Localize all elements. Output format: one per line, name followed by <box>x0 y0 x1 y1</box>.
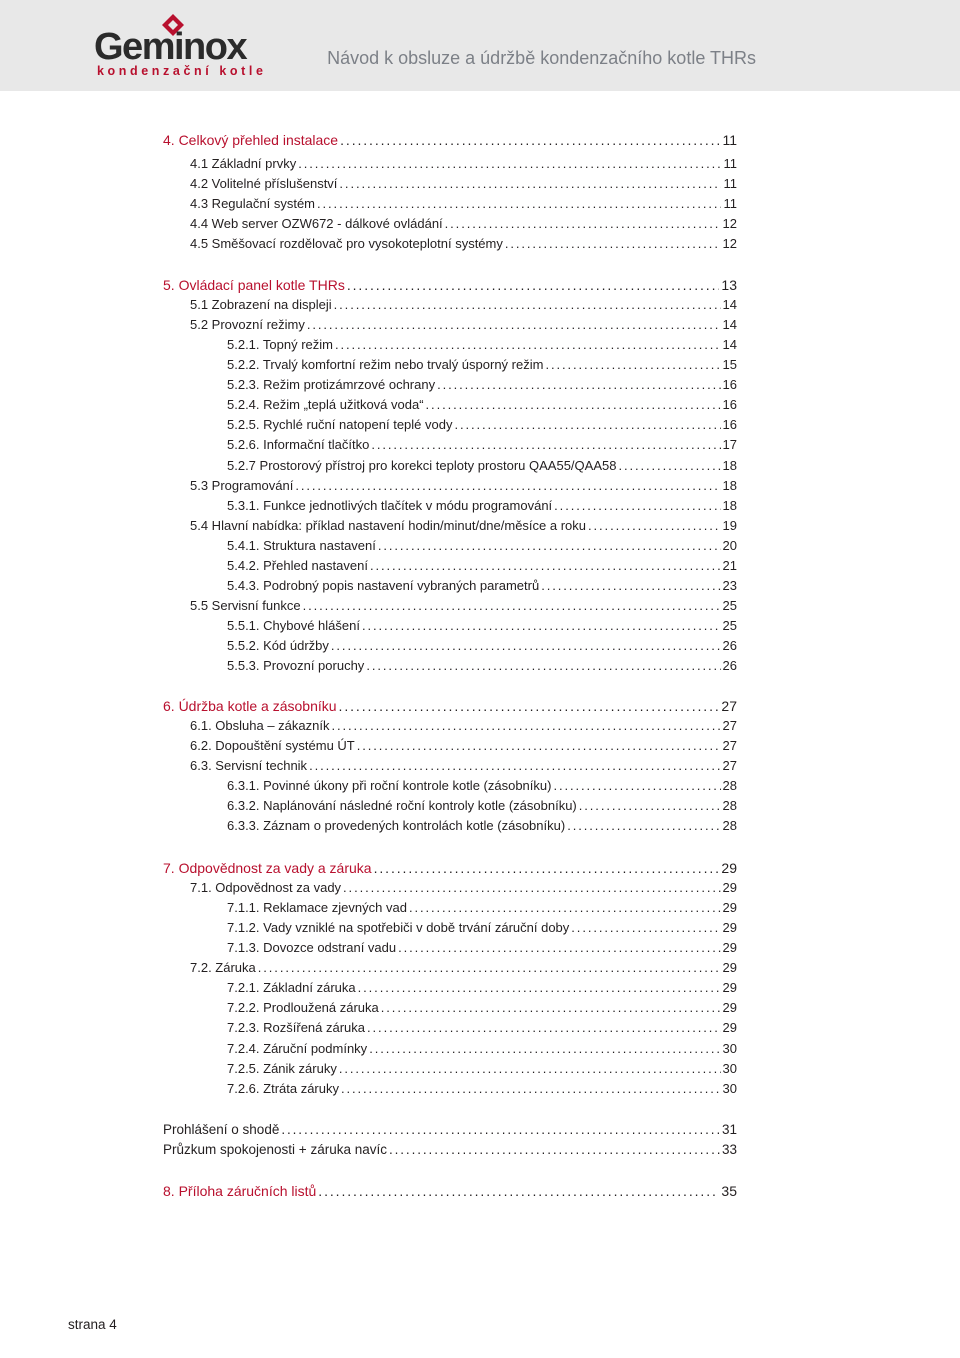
toc-leader-dots <box>258 960 721 976</box>
toc-leader-dots <box>343 880 720 896</box>
toc-entry[interactable] <box>227 417 737 433</box>
toc-entry-title: 4.1 Základní prvky <box>190 156 297 171</box>
toc-entry[interactable] <box>163 698 737 714</box>
toc-entry-title: 7.2.3. Rozšířená záruka <box>227 1020 366 1035</box>
toc-entry-title: 5.5.1. Chybové hlášení <box>227 618 360 633</box>
toc-entry-page: 14 <box>722 317 737 332</box>
toc-leader-dots <box>317 196 721 212</box>
toc-entry[interactable] <box>227 920 737 936</box>
toc-leader-dots <box>445 216 721 232</box>
toc-entry[interactable] <box>227 397 737 413</box>
toc-entry[interactable] <box>227 1041 737 1057</box>
toc-entry-page: 26 <box>722 638 737 653</box>
toc-entry-page: 17 <box>722 437 737 452</box>
toc-entry[interactable] <box>190 297 737 313</box>
toc-entry-title: 5.2.7 Prostorový přístroj pro korekci teploty prostoru QAA55/QAA58 <box>227 458 617 473</box>
toc-entry[interactable] <box>190 960 737 976</box>
toc-leader-dots <box>389 1142 720 1158</box>
toc-leader-dots <box>588 518 721 534</box>
page-number: strana 4 <box>68 1317 117 1332</box>
toc-entry-title: 5.4 Hlavní nabídka: příklad nastavení hodin/minut/dne/měsíce a roku <box>190 518 587 533</box>
toc-entry-page: 29 <box>722 900 737 915</box>
toc-entry-page: 35 <box>721 1183 737 1199</box>
toc-entry-title: 6.3.3. Záznam o provedených kontrolách kotle (zásobníku) <box>227 818 566 833</box>
toc-leader-dots <box>341 1081 721 1097</box>
toc-entry[interactable] <box>163 1183 737 1199</box>
toc-entry-title: 5.2.3. Režim protizámrzové ochrany <box>227 377 436 392</box>
toc-entry-title: 7.1.2. Vady vzniklé na spotřebiči v době trvání záruční doby <box>227 920 570 935</box>
toc-entry-page: 16 <box>722 397 737 412</box>
toc-entry-page: 27 <box>721 698 737 714</box>
toc-entry[interactable] <box>190 176 737 192</box>
toc-entry-page: 29 <box>721 860 737 876</box>
toc-leader-dots <box>567 818 720 834</box>
toc-entry[interactable] <box>227 980 737 996</box>
toc-entry[interactable] <box>227 1020 737 1036</box>
toc-entry-title: 5.2.2. Trvalý komfortní režim nebo trvalý úsporný režim <box>227 357 544 372</box>
toc-leader-dots <box>318 1183 719 1199</box>
toc-entry-page: 18 <box>722 498 737 513</box>
toc-entry[interactable] <box>163 132 737 148</box>
toc-leader-dots <box>331 718 720 734</box>
toc-entry-page: 29 <box>722 920 737 935</box>
toc-entry-title: 6. Údržba kotle a zásobníku <box>163 698 337 714</box>
toc-entry-title: 5.5.2. Kód údržby <box>227 638 329 653</box>
toc-leader-dots <box>426 397 721 413</box>
toc-leader-dots <box>331 638 721 654</box>
toc-entry[interactable] <box>227 618 737 634</box>
toc-entry-title: 7.2. Záruka <box>190 960 256 975</box>
toc-leader-dots <box>366 658 720 674</box>
toc-entry[interactable] <box>190 758 737 774</box>
toc-entry-title: 7.2.4. Záruční podmínky <box>227 1041 368 1056</box>
toc-entry-title: 5.2.5. Rychlé ruční natopení teplé vody <box>227 417 453 432</box>
toc-entry-title: 6.1. Obsluha – zákazník <box>190 718 330 733</box>
toc-entry-title: 5.5 Servisní funkce <box>190 598 301 613</box>
toc-entry[interactable] <box>190 156 737 172</box>
toc-entry-title: 4.5 Směšovací rozdělovač pro vysokoteplotní systémy <box>190 236 503 251</box>
toc-leader-dots <box>374 860 720 876</box>
toc-entry[interactable] <box>190 196 737 212</box>
toc-entry[interactable] <box>227 377 737 393</box>
toc-entry[interactable] <box>227 458 737 474</box>
toc-entry-page: 27 <box>722 758 737 773</box>
toc-entry-page: 13 <box>721 277 737 293</box>
toc-entry-page: 26 <box>722 658 737 673</box>
toc-entry-page: 19 <box>722 518 737 533</box>
toc-entry[interactable] <box>190 216 737 232</box>
toc-entry[interactable] <box>190 718 737 734</box>
toc-entry-title: 5.5.3. Provozní poruchy <box>227 658 365 673</box>
toc-leader-dots <box>362 618 721 634</box>
toc-leader-dots <box>357 738 721 754</box>
toc-entry[interactable] <box>227 437 737 453</box>
toc-entry-title: 7.1. Odpovědnost za vady <box>190 880 342 895</box>
toc-leader-dots <box>378 538 721 554</box>
toc-entry-page: 16 <box>722 417 737 432</box>
toc-leader-dots <box>339 176 721 192</box>
toc-leader-dots <box>309 758 720 774</box>
toc-entry[interactable] <box>227 538 737 554</box>
toc-entry-page: 11 <box>723 176 737 191</box>
toc-entry[interactable] <box>227 498 737 514</box>
toc-leader-dots <box>545 357 720 373</box>
toc-leader-dots <box>307 317 721 333</box>
toc-entry-title: 4.3 Regulační systém <box>190 196 316 211</box>
toc-leader-dots <box>358 980 721 996</box>
toc-entry-page: 12 <box>722 236 737 251</box>
toc-entry-page: 30 <box>722 1081 737 1096</box>
toc-leader-dots <box>339 1061 721 1077</box>
toc-entry-title: 4.2 Volitelné příslušenství <box>190 176 338 191</box>
toc-entry-title: 5.1 Zobrazení na displeji <box>190 297 332 312</box>
toc-leader-dots <box>437 377 720 393</box>
toc-entry-page: 18 <box>722 458 737 473</box>
toc-entry-page: 29 <box>722 880 737 895</box>
toc-entry-page: 30 <box>722 1061 737 1076</box>
toc-entry-title: Prohlášení o shodě <box>163 1122 280 1137</box>
toc-entry[interactable] <box>163 1122 737 1138</box>
document-title: Návod k obsluze a údržbě kondenzačního kotle THRs <box>327 48 756 68</box>
toc-entry-page: 12 <box>722 216 737 231</box>
toc-entry-title: Průzkum spokojenosti + záruka navíc <box>163 1142 387 1157</box>
toc-entry[interactable] <box>227 798 737 814</box>
toc-leader-dots <box>303 598 721 614</box>
toc-leader-dots <box>571 920 720 936</box>
toc-entry[interactable] <box>227 818 737 834</box>
toc-entry-page: 29 <box>722 1000 737 1015</box>
toc-entry-page: 25 <box>722 598 737 613</box>
toc-entry-title: 5. Ovládací panel kotle THRs <box>163 277 345 293</box>
toc-entry[interactable] <box>227 357 737 373</box>
toc-entry-title: 6.2. Dopouštění systému ÚT <box>190 738 355 753</box>
toc-entry[interactable] <box>227 658 737 674</box>
toc-entry[interactable] <box>190 598 737 614</box>
toc-entry[interactable] <box>227 558 737 574</box>
toc-entry-title: 8. Příloha záručních listů <box>163 1183 317 1199</box>
toc-leader-dots <box>454 417 720 433</box>
toc-leader-dots <box>347 277 720 293</box>
toc-entry-page: 29 <box>722 1020 737 1035</box>
toc-entry-page: 16 <box>722 377 737 392</box>
toc-entry-page: 28 <box>722 778 737 793</box>
toc-entry[interactable] <box>227 638 737 654</box>
toc-entry-page: 31 <box>721 1122 737 1137</box>
toc-entry[interactable] <box>190 236 737 252</box>
toc-entry-title: 7.2.5. Zánik záruky <box>227 1061 337 1076</box>
toc-entry[interactable] <box>227 1061 737 1077</box>
toc-entry[interactable] <box>163 860 737 876</box>
toc-entry-page: 29 <box>722 940 737 955</box>
toc-leader-dots <box>579 798 721 814</box>
toc-leader-dots <box>371 437 720 453</box>
toc-leader-dots <box>554 498 720 514</box>
toc-entry-title: 5.4.1. Struktura nastavení <box>227 538 376 553</box>
toc-entry-title: 6.3. Servisní technik <box>190 758 308 773</box>
toc-leader-dots <box>370 558 721 574</box>
toc-entry-title: 5.2.1. Topný režim <box>227 337 333 352</box>
toc-entry-page: 18 <box>722 478 737 493</box>
toc-entry-page: 28 <box>722 818 737 833</box>
toc-entry-page: 11 <box>723 156 737 171</box>
toc-entry-page: 33 <box>721 1142 737 1157</box>
toc-leader-dots <box>281 1122 720 1138</box>
toc-entry-title: 5.4.2. Přehled nastavení <box>227 558 368 573</box>
toc-leader-dots <box>409 900 721 916</box>
toc-entry[interactable] <box>227 337 737 353</box>
toc-entry-title: 7.1.3. Dovozce odstraní vadu <box>227 940 397 955</box>
toc-entry-page: 15 <box>722 357 737 372</box>
toc-entry-title: 5.4.3. Podrobný popis nastavení vybraných parametrů <box>227 578 540 593</box>
toc-entry[interactable] <box>227 578 737 594</box>
toc-entry-page: 30 <box>722 1041 737 1056</box>
toc-entry-page: 23 <box>722 578 737 593</box>
toc-entry[interactable] <box>163 1142 737 1158</box>
toc-entry-page: 11 <box>722 132 737 148</box>
toc-leader-dots <box>298 156 721 172</box>
toc-entry[interactable] <box>190 880 737 896</box>
toc-entry[interactable] <box>227 940 737 956</box>
toc-entry-title: 6.3.1. Povinné úkony při roční kontrole kotle (zásobníku) <box>227 778 552 793</box>
toc-entry[interactable] <box>190 738 737 754</box>
toc-entry-page: 20 <box>722 538 737 553</box>
toc-entry-page: 21 <box>722 558 737 573</box>
toc-entry-title: 7.1.1. Reklamace zjevných vad <box>227 900 407 915</box>
toc-entry[interactable] <box>190 478 737 494</box>
toc-entry-title: 5.2.6. Informační tlačítko <box>227 437 370 452</box>
toc-entry-page: 27 <box>722 718 737 733</box>
toc-entry-page: 28 <box>722 798 737 813</box>
toc-entry-title: 5.3.1. Funkce jednotlivých tlačítek v módu programování <box>227 498 553 513</box>
toc-entry-page: 29 <box>722 980 737 995</box>
toc-entry-page: 27 <box>722 738 737 753</box>
toc-leader-dots <box>381 1000 721 1016</box>
toc-leader-dots <box>541 578 720 594</box>
toc-entry-title: 5.2.4. Režim „teplá užitková voda“ <box>227 397 424 412</box>
logo-wordmark: Geminox <box>94 26 247 68</box>
toc-leader-dots <box>339 698 720 714</box>
toc-leader-dots <box>335 337 721 353</box>
toc-entry[interactable] <box>163 277 737 293</box>
toc-entry[interactable] <box>190 317 737 333</box>
toc-leader-dots <box>295 478 720 494</box>
toc-leader-dots <box>618 458 720 474</box>
toc-leader-dots <box>398 940 720 956</box>
toc-entry-title: 7.2.1. Základní záruka <box>227 980 356 995</box>
logo-subtitle: kondenzační kotle <box>97 64 267 78</box>
toc-entry-title: 4. Celkový přehled instalace <box>163 132 339 148</box>
toc-entry-title: 7.2.6. Ztráta záruky <box>227 1081 339 1096</box>
toc-entry-page: 29 <box>722 960 737 975</box>
toc-leader-dots <box>334 297 721 313</box>
toc-entry-title: 6.3.2. Naplánování následné roční kontroly kotle (zásobníku) <box>227 798 577 813</box>
toc-entry-page: 14 <box>722 297 737 312</box>
toc-leader-dots <box>505 236 721 252</box>
toc-entry[interactable] <box>227 1000 737 1016</box>
toc-entry[interactable] <box>190 518 737 534</box>
toc-entry-title: 5.2 Provozní režimy <box>190 317 305 332</box>
toc-leader-dots <box>340 132 720 148</box>
toc-entry-title: 4.4 Web server OZW672 - dálkové ovládání <box>190 216 443 231</box>
toc-entry-title: 7. Odpovědnost za vady a záruka <box>163 860 372 876</box>
toc-entry[interactable] <box>227 1081 737 1097</box>
toc-entry-page: 14 <box>722 337 737 352</box>
toc-entry-title: 7.2.2. Prodloužená záruka <box>227 1000 379 1015</box>
toc-leader-dots <box>369 1041 720 1057</box>
toc-leader-dots <box>367 1020 721 1036</box>
toc-entry[interactable] <box>227 900 737 916</box>
toc-entry-page: 11 <box>723 196 737 211</box>
toc-entry[interactable] <box>227 778 737 794</box>
toc-entry-title: 5.3 Programování <box>190 478 294 493</box>
toc-entry-page: 25 <box>722 618 737 633</box>
toc-leader-dots <box>553 778 720 794</box>
